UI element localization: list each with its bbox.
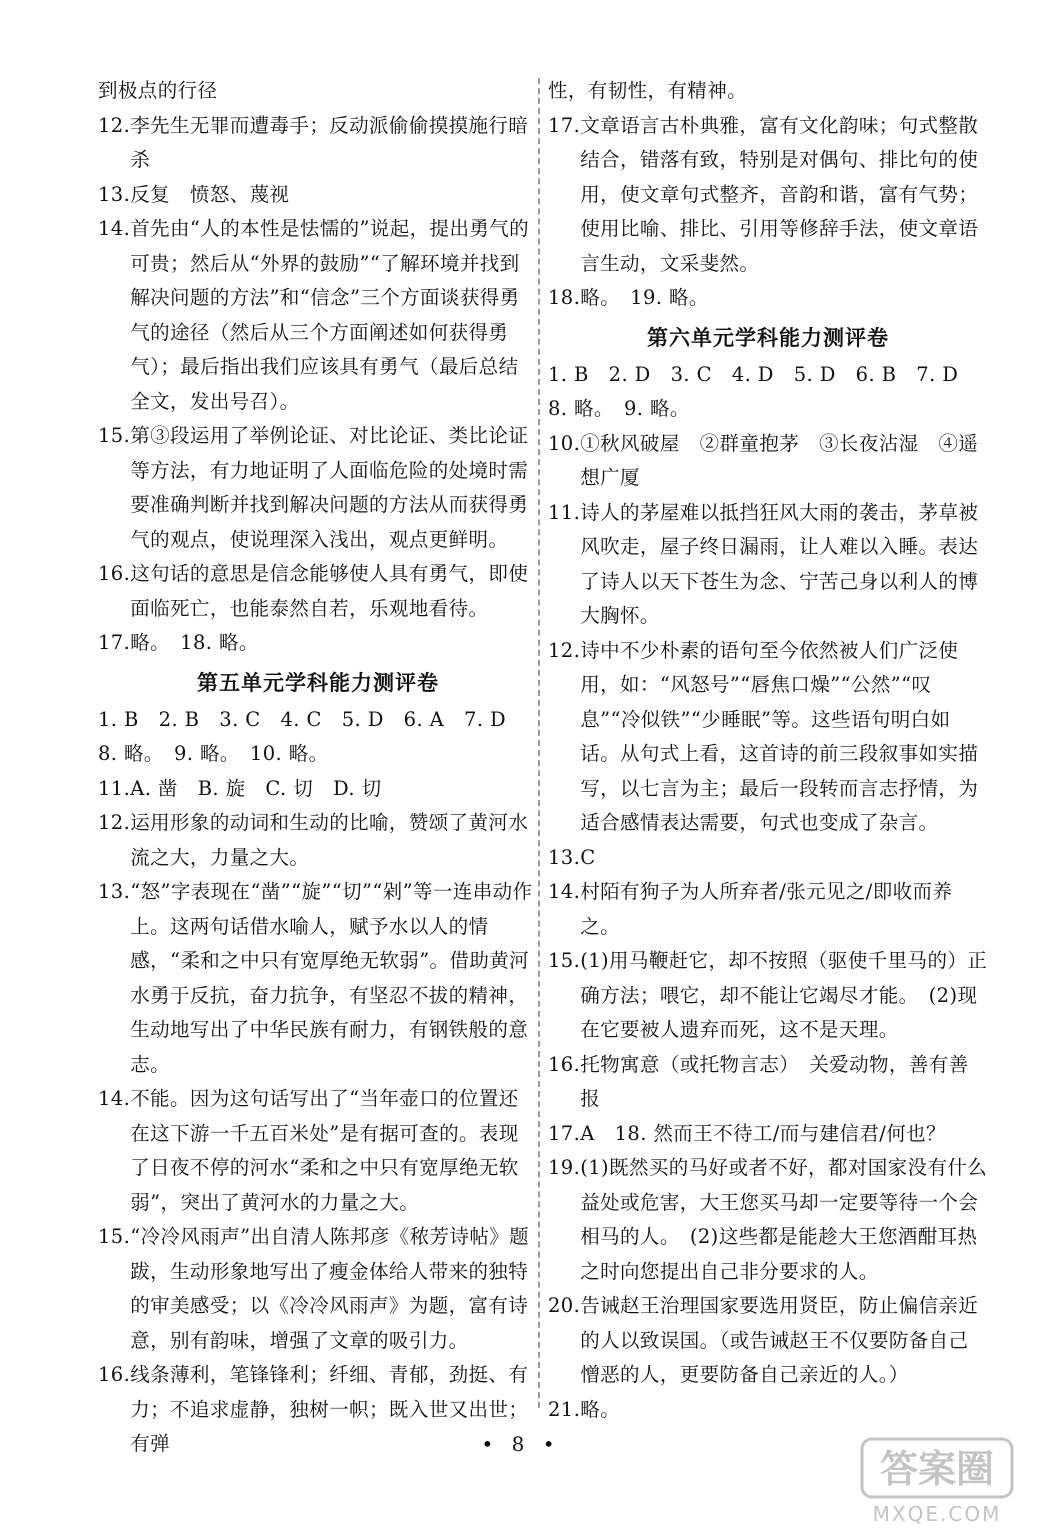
answer-text: 1. B 2. B 3. C 4. C 5. D 6. A 7. D [98,707,507,731]
answer-text: 线条薄利，笔锋锋利；纤细、青郁，劲挺、有力；不追求虚静，独树一帜；既入世又出世；有弹 [130,1363,529,1455]
answer-text: 反复 愤怒、蔑视 [130,182,290,206]
answer-text: 8. 略。 9. 略。 [548,397,690,420]
answer-item [548,1393,988,1428]
answer-text: 这句话的意思是信念能够使人具有勇气，即使面临死亡，也能泰然自若，乐观地看待。 [130,562,529,620]
answer-item [548,1048,988,1117]
answer-text: 略。 [580,1397,621,1421]
answer-item [98,703,538,738]
answer-item [548,1289,988,1393]
answer-item [548,281,988,316]
answer-item [98,626,538,661]
answer-text: A. 凿 B. 旋 C. 切 D. 切 [130,776,382,800]
answer-item [548,392,988,427]
answer-text: C [580,845,596,869]
answer-number: 13. [98,182,131,206]
answer-number: 15. [548,949,581,972]
left-column [98,74,538,1462]
answer-item [98,557,538,626]
answer-item [98,737,538,772]
answer-number: 11. [98,776,131,800]
answer-number: 15. [98,1225,131,1248]
answer-text: 8. 略。 9. 略。 10. 略。 [98,742,329,765]
answer-number: 16. [98,1363,131,1386]
answer-item [98,74,538,109]
answer-item [548,358,988,393]
answer-number: 10. [548,431,581,455]
answer-item [98,875,538,1082]
answer-text: 性，有韧性，有精神。 [548,79,748,102]
answer-text: 到极点的行径 [98,79,218,102]
answer-number: 16. [548,1052,581,1076]
answer-number: 12. [98,113,131,137]
answer-number: 17. [98,631,131,654]
answer-item [548,875,988,944]
answer-number: 16. [98,562,131,585]
answer-number: 18. [548,286,581,309]
answer-item [548,427,988,496]
svg-text:MXQE.COM: MXQE.COM [872,1502,1002,1526]
answer-text: 村陌有狗子为人所弃者/张元见之/即收而养之。 [580,880,953,938]
answer-number: 19. [548,1156,581,1179]
answer-number: 12. [98,811,131,834]
page-number: • 8 • [481,1432,561,1456]
right-column [548,74,988,1427]
answer-item [98,109,538,178]
answer-number: 21. [548,1397,581,1421]
answer-number: 14. [548,880,581,903]
answer-number: 13. [98,880,131,903]
answer-text: (1)用马鞭赶它，却不按照（驱使千里马的）正确方法；喂它，却不能让它竭尽才能。 (2)现在它要被人遗弃而死，这不是天理。 [580,949,988,1041]
answer-item [98,806,538,875]
answer-text: 1. B 2. D 3. C 4. D 5. D 6. B 7. D [548,362,959,386]
answer-item [548,109,988,282]
answer-item [98,1082,538,1220]
answer-number: 13. [548,845,581,869]
answer-number: 17. [548,113,581,137]
answer-item [98,1220,538,1358]
answer-item [548,496,988,634]
answer-text: 不能。因为这句话写出了“当年壶口的位置还在这下游一千五百米处”是有据可查的。表现了日夜不停的河水“柔和之中只有宽厚绝无软弱”，突出了黄河水的力量之大。 [130,1087,519,1214]
answer-text: “怒”字表现在“凿”“旋”“切”“剁”等一连串动作上。这两句话借水喻人，赋予水以人的情感，“柔和之中只有宽厚绝无软弱”。借助黄河水勇于反抗，奋力抗争，有坚忍不拔的精神，生动地写出了中华民族有耐力，有钢铁般的意志。 [130,880,533,1076]
svg-text:答案圈: 答案圈 [879,1447,995,1491]
answer-item [98,419,538,557]
column-divider [538,78,540,1408]
answer-number: 17. [548,1121,581,1145]
answer-text: 运用形象的动词和生动的比喻，赞颂了黄河水流之大，力量之大。 [130,811,529,869]
answer-text: (1)既然买的马好或者不好，都对国家没有什么益处或危害，大王您买马却一定要等待一个会相马的人。 (2)这些都是能趁大王您酒酣耳热之时向您提出自己非分要求的人。 [580,1156,988,1283]
section-heading: 第六单元学科能力测评卷 [647,325,889,350]
answer-text: 诗人的茅屋难以抵挡狂风大雨的袭击，茅草被风吹走，屋子终日漏雨，让人难以入睡。表达了诗人以天下苍生为念、宁苦己身以利人的博大胸怀。 [580,500,979,627]
answer-item [98,178,538,213]
answer-text: 文章语言古朴典雅，富有文化韵味；句式整散结合，错落有致，特别是对偶句、排比句的使用，使文章句式整齐，音韵和谐，富有气势；使用比喻、排比、引用等修辞手法，使文章语言生动，文采斐然。 [580,113,979,275]
answer-text: 略。 19. 略。 [580,286,709,309]
answer-text: “冷冷风雨声”出自清人陈邦彦《秾芳诗帖》题跋，生动形象地写出了瘦金体给人带来的独特的审美感受；以《冷冷风雨声》为题，富有诗意，别有韵味，增强了文章的吸引力。 [130,1225,530,1352]
answer-text: ①秋风破屋 ②群童抱茅 ③长夜沾湿 ④遥想广厦 [580,431,979,489]
answer-text: 诗中不少朴素的语句至今依然被人们广泛使用，如：“风怒号”“唇焦口燥”“公然”“叹息”“冷似铁”“少睡眠”等。这些语句明白如话。从句式上看，这首诗的前三段叙事如实描写，以七言为主；最后一段转而言志抒情，为适合感情表达需要，句式也变成了杂言。 [580,638,979,834]
answer-text: A 18. 然而王不待工/而与建信君/何也？ [580,1121,946,1145]
section-heading: 第五单元学科能力测评卷 [197,670,439,695]
answer-number: 15. [98,424,131,447]
answer-text: 托物寓意（或托物言志） 关爱动物，善有善报 [580,1052,969,1110]
answer-number: 20. [548,1294,581,1317]
answer-item [548,1151,988,1289]
answer-text: 第③段运用了举例论证、对比论证、类比论证等方法，有力地证明了人面临危险的处境时需要准确判断并找到解决问题的方法从而获得勇气的观点，使说理深入浅出，观点更鲜明。 [130,424,529,551]
answer-item [98,772,538,807]
answer-text: 李先生无罪而遭毒手；反动派偷偷摸摸施行暗杀 [130,113,529,171]
answer-item [548,634,988,841]
answer-text: 告诫赵王治理国家要选用贤臣，防止偏信亲近的人以致误国。（或告诫赵王不仅要防备自己憎恶的人，更要防备自己亲近的人。） [580,1294,979,1386]
watermark-logo [854,1433,1024,1528]
answer-number: 14. [98,217,131,240]
answer-number: 14. [98,1087,131,1110]
answer-number: 11. [548,500,581,524]
answer-item [548,944,988,1048]
answer-number: 12. [548,638,581,662]
answer-text: 略。 18. 略。 [130,631,259,654]
answer-item [548,841,988,876]
answer-item [98,212,538,419]
answer-item [548,74,988,109]
answer-text: 首先由“人的本性是怯懦的”说起，提出勇气的可贵；然后从“外界的鼓励”“了解环境并找到解决问题的方法”和“信念”三个方面谈获得勇气的途径（然后从三个方面阐述如何获得勇气）；最后指出我们应该具有勇气（最后总结全文，发出号召）。 [130,217,530,413]
answer-item [548,1117,988,1152]
